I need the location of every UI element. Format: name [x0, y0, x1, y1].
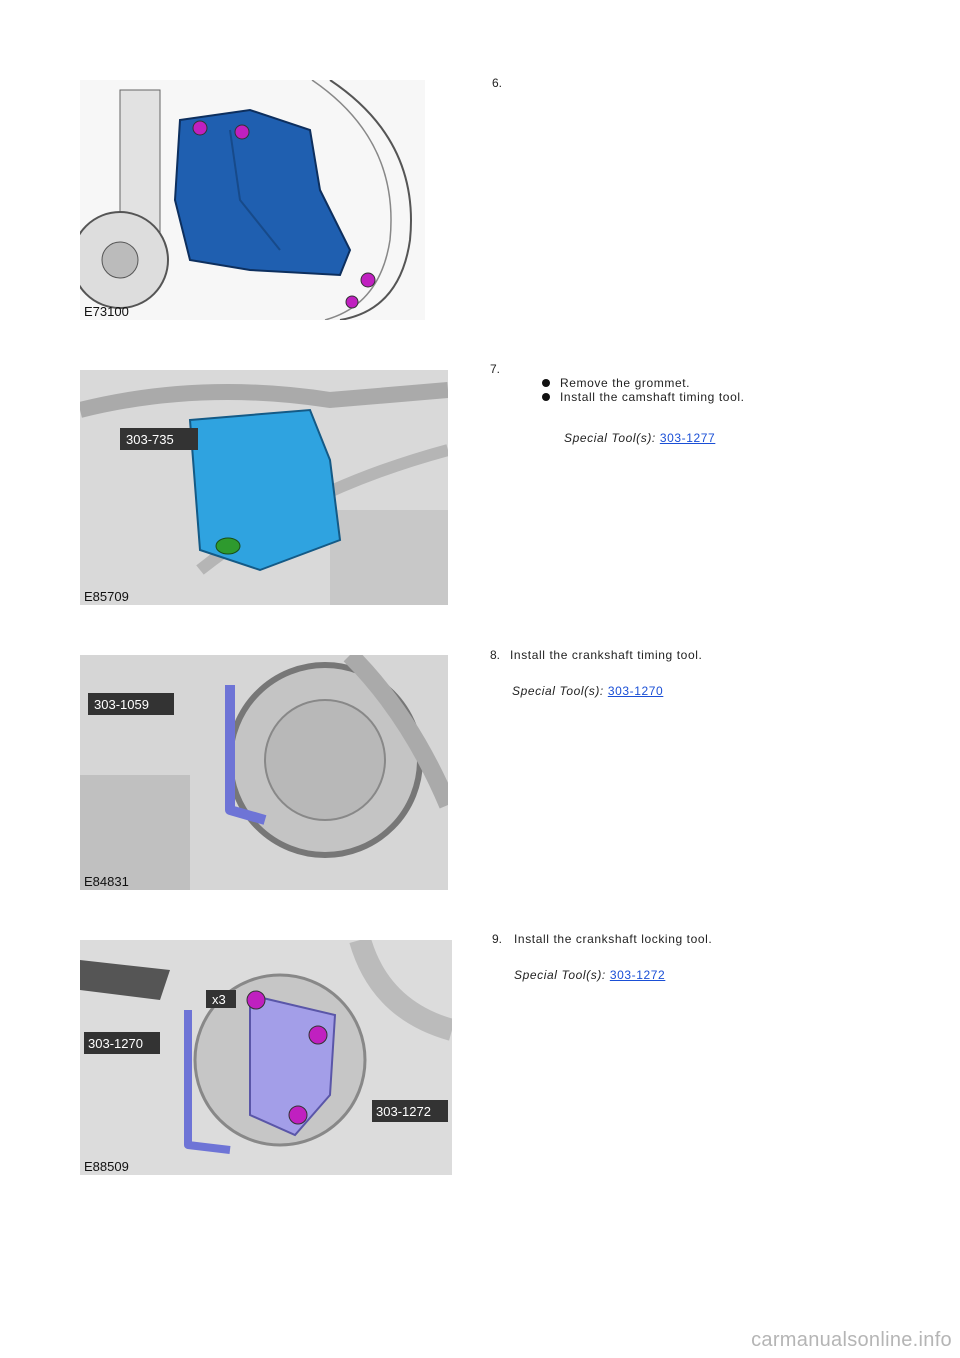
- special-tool-label: Special Tool(s):: [512, 684, 604, 698]
- figure-id: E88509: [84, 1159, 129, 1174]
- illustration-crankshaft-locking-tool: [80, 940, 452, 1175]
- step-instruction: Install the crankshaft timing tool.: [510, 648, 703, 662]
- list-item: Install the camshaft timing tool.: [540, 390, 745, 404]
- figure-step-6: [80, 80, 425, 320]
- step-number: 6.: [492, 76, 503, 90]
- special-tool: [564, 431, 715, 445]
- bullet-list: [540, 376, 745, 404]
- bullet-icon: [542, 393, 550, 401]
- figure-id: E73100: [84, 304, 129, 319]
- figure-step-7: [80, 370, 448, 605]
- figure-id: E85709: [84, 589, 129, 604]
- figure-id: E84831: [84, 874, 129, 889]
- illustration-undertray: [80, 80, 425, 320]
- callout-label: 303-1059: [94, 697, 149, 712]
- special-tool: [512, 684, 663, 698]
- illustration-crankshaft-timing-tool: [80, 655, 448, 890]
- figure-step-8: [80, 655, 448, 890]
- step-number: 8.: [490, 648, 501, 662]
- step-number: 7.: [490, 362, 501, 376]
- figure-step-9: [80, 940, 452, 1175]
- callout-label: x3: [212, 992, 226, 1007]
- watermark: carmanualsonline.info: [751, 1329, 952, 1351]
- illustration-camshaft-tool: [80, 370, 448, 605]
- callout-label: 303-1270: [88, 1036, 143, 1051]
- tool-link[interactable]: 303-1277: [659, 431, 716, 445]
- step-number: 9.: [492, 932, 503, 946]
- special-tool: [514, 968, 665, 982]
- callout-label: 303-735: [126, 432, 174, 447]
- callout-label: 303-1272: [376, 1104, 431, 1119]
- special-tool-label: Special Tool(s):: [514, 968, 606, 982]
- list-item: Remove the grommet.: [540, 376, 745, 390]
- bullet-icon: [542, 379, 550, 387]
- step-instruction: Install the crankshaft locking tool.: [514, 932, 713, 946]
- special-tool-label: Special Tool(s):: [564, 431, 656, 445]
- tool-link[interactable]: 303-1270: [607, 684, 664, 698]
- tool-link[interactable]: 303-1272: [609, 968, 666, 982]
